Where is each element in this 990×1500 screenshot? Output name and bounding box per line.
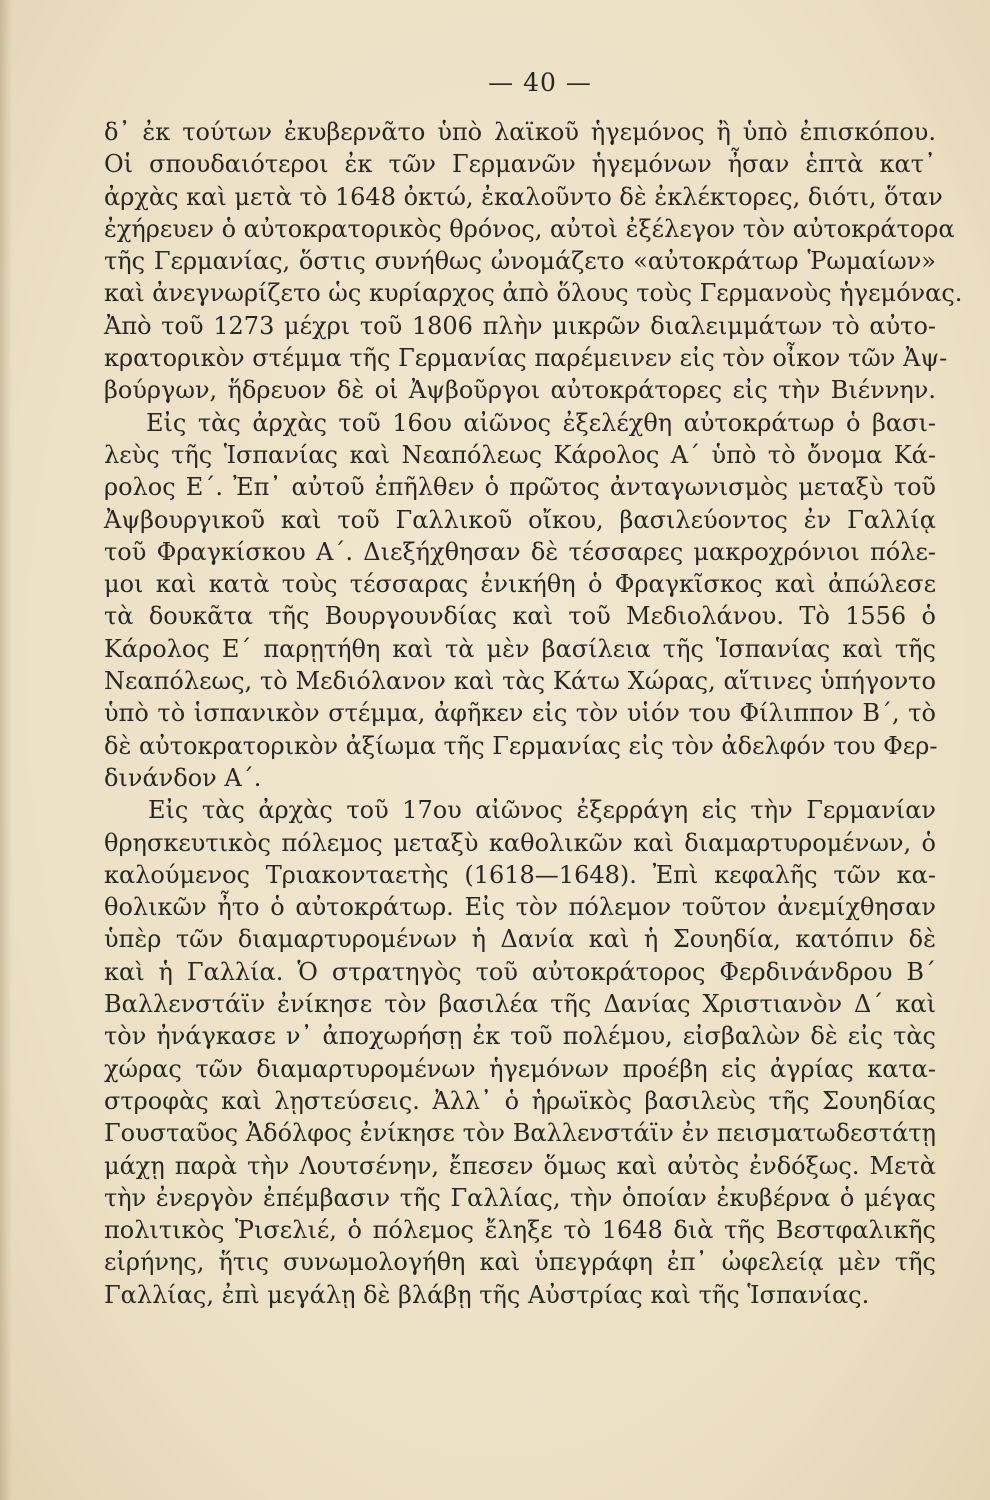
- text-line: καὶ ἀνεγνωρίζετο ὡς κυρίαρχος ἀπὸ ὅλους τοὺς Γερμανοὺς ἡγεμόνας.: [104, 279, 963, 308]
- text-line: Ἀψβουργικοῦ καὶ τοῦ Γαλλικοῦ οἴκου, βασιλεύοντος ἐν Γαλλίᾳ: [104, 505, 936, 534]
- text-line: μάχῃ παρὰ τὴν Λουτσένην, ἔπεσεν ὅμως καὶ αὐτὸς ἐνδόξως. Μετὰ: [104, 1151, 936, 1180]
- text-line: Γαλλίας, ἐπὶ μεγάλῃ δὲ βλάβῃ τῆς Αὐστρίας καὶ τῆς Ἱσπανίας.: [104, 1280, 870, 1309]
- text-line: δινάνδον Α´.: [104, 763, 262, 792]
- text-line: τὸν ἠνάγκασε ν᾽ ἀποχωρήσῃ ἐκ τοῦ πολέμου, εἰσβαλὼν δὲ εἰς τὰς: [104, 1022, 936, 1051]
- text-line: δὲ αὐτοκρατορικὸν ἀξίωμα τῆς Γερμανίας εἰς τὸν ἀδελφόν του Φερ-: [104, 731, 938, 760]
- text-line: δ᾽ ἐκ τούτων ἐκυβερνᾶτο ὑπὸ λαϊκοῦ ἡγεμόνος ἢ ὑπὸ ἐπισκόπου.: [104, 118, 936, 146]
- text-line: μοι καὶ κατὰ τοὺς τέσσαρας ἐνικήθη ὁ Φραγκῖσκος καὶ ἀπώλεσε: [104, 570, 936, 599]
- text-line: θρησκευτικὸς πόλεμος μεταξὺ καθολικῶν καὶ διαμαρτυρομένων, ὁ: [104, 828, 936, 857]
- text-line: ρολος Ε´. Ἐπ᾽ αὐτοῦ ἐπῆλθεν ὁ πρῶτος ἀνταγωνισμὸς μεταξὺ τοῦ: [104, 473, 936, 502]
- text-line: πολιτικὸς Ῥισελιέ, ὁ πόλεμος ἔληξε τὸ 1648 διὰ τῆς Βεστφαλικῆς: [104, 1216, 936, 1245]
- paragraph: [104, 116, 963, 407]
- page-binding-shadow: [0, 0, 12, 1500]
- paragraph: [104, 407, 936, 795]
- text-line: Βαλλενστάϊν ἐνίκησε τὸν βασιλέα τῆς Δανίας Χριστιανὸν Δ´ καὶ: [104, 990, 936, 1019]
- text-line: ἐχήρευεν ὁ αὐτοκρατορικὸς θρόνος, αὐτοὶ ἐξέλεγον τὸν αὐτοκράτορα: [104, 214, 955, 243]
- text-line: χώρας τῶν διαμαρτυρομένων ἡγεμόνων προέβη εἰς ἀγρίας κατα-: [104, 1054, 936, 1083]
- text-line: Κάρολος Ε´ παρῃτήθη καὶ τὰ μὲν βασίλεια τῆς Ἱσπανίας καὶ τῆς: [104, 634, 936, 663]
- text-line: θολικῶν ἦτο ὁ αὐτοκράτωρ. Εἰς τὸν πόλεμον τοῦτον ἀνεμίχθησαν: [104, 893, 936, 922]
- text-line: Γουσταῦος Ἀδόλφος ἐνίκησε τὸν Βαλλενστάϊν ἐν πεισματωδεστάτῃ: [104, 1119, 936, 1148]
- page-number: — 40 —: [488, 68, 592, 97]
- text-line: τοῦ Φραγκίσκου Α´. Διεξήχθησαν δὲ τέσσαρες μακροχρόνιοι πόλε-: [104, 537, 936, 566]
- text-line: εἰρήνης, ἥτις συνωμολογήθη καὶ ὑπεγράφη ἐπ᾽ ὠφελείᾳ μὲν τῆς: [104, 1248, 936, 1277]
- text-line: βούργων, ἥδρευον δὲ οἱ Ἀψβοῦργοι αὐτοκράτορες εἰς τὴν Βιέννην.: [104, 376, 936, 405]
- text-line: στροφὰς καὶ λῃστεύσεις. Ἀλλ᾽ ὁ ἡρωϊκὸς βασιλεὺς τῆς Σουηδίας: [104, 1086, 936, 1115]
- text-line: τῆς Γερμανίας, ὅστις συνήθως ὠνομάζετο «αὐτοκράτωρ Ῥωμαίων»: [104, 247, 936, 276]
- text-line: ἀρχὰς καὶ μετὰ τὸ 1648 ὀκτώ, ἐκαλοῦντο δὲ ἐκλέκτορες, διότι, ὅταν: [104, 182, 943, 211]
- paragraph: [104, 794, 936, 1311]
- text-line: ὑπὲρ τῶν διαμαρτυρομένων ἡ Δανία καὶ ἡ Σουηδία, κατόπιν δὲ: [104, 925, 936, 954]
- text-line: λεὺς τῆς Ἱσπανίας καὶ Νεαπόλεως Κάρολος Α´ ὑπὸ τὸ ὄνομα Κά-: [104, 440, 936, 469]
- text-line: τὴν ἐνεργὸν ἐπέμβασιν τῆς Γαλλίας, τὴν ὁποίαν ἐκυβέρνα ὁ μέγας: [104, 1183, 936, 1212]
- text-line: Οἱ σπουδαιότεροι ἐκ τῶν Γερμανῶν ἡγεμόνων ἦσαν ἑπτὰ κατ᾽: [104, 150, 936, 179]
- text-line: Νεαπόλεως, τὸ Μεδιόλανον καὶ τὰς Κάτω Χώρας, αἵτινες ὑπήγοντο: [104, 667, 936, 696]
- text-line: κρατορικὸν στέμμα τῆς Γερμανίας παρέμεινεν εἰς τὸν οἶκον τῶν Ἀψ-: [104, 344, 948, 373]
- text-line: καλούμενος Τριακονταετὴς (1618—1648). Ἐπὶ κεφαλῆς τῶν κα-: [104, 860, 936, 889]
- text-line: τὰ δουκᾶτα τῆς Βουργουνδίας καὶ τοῦ Μεδιολάνου. Τὸ 1556 ὁ: [104, 602, 936, 631]
- body-text: [104, 116, 963, 1311]
- text-line: καὶ ἡ Γαλλία. Ὁ στρατηγὸς τοῦ αὐτοκράτορος Φερδινάνδρου Β´: [104, 957, 936, 986]
- text-line: Εἰς τὰς ἀρχὰς τοῦ 17ου αἰῶνος ἐξερράγη εἰς τὴν Γερμανίαν: [148, 796, 936, 825]
- text-line: ὑπὸ τὸ ἱσπανικὸν στέμμα, ἀφῆκεν εἰς τὸν υἱόν του Φίλιππον Β´, τὸ: [104, 699, 936, 728]
- text-line: Ἀπὸ τοῦ 1273 μέχρι τοῦ 1806 πλὴν μικρῶν διαλειμμάτων τὸ αὐτο-: [104, 311, 936, 340]
- text-line: Εἰς τὰς ἀρχὰς τοῦ 16ου αἰῶνος ἐξελέχθη αὐτοκράτωρ ὁ βασι-: [146, 408, 936, 437]
